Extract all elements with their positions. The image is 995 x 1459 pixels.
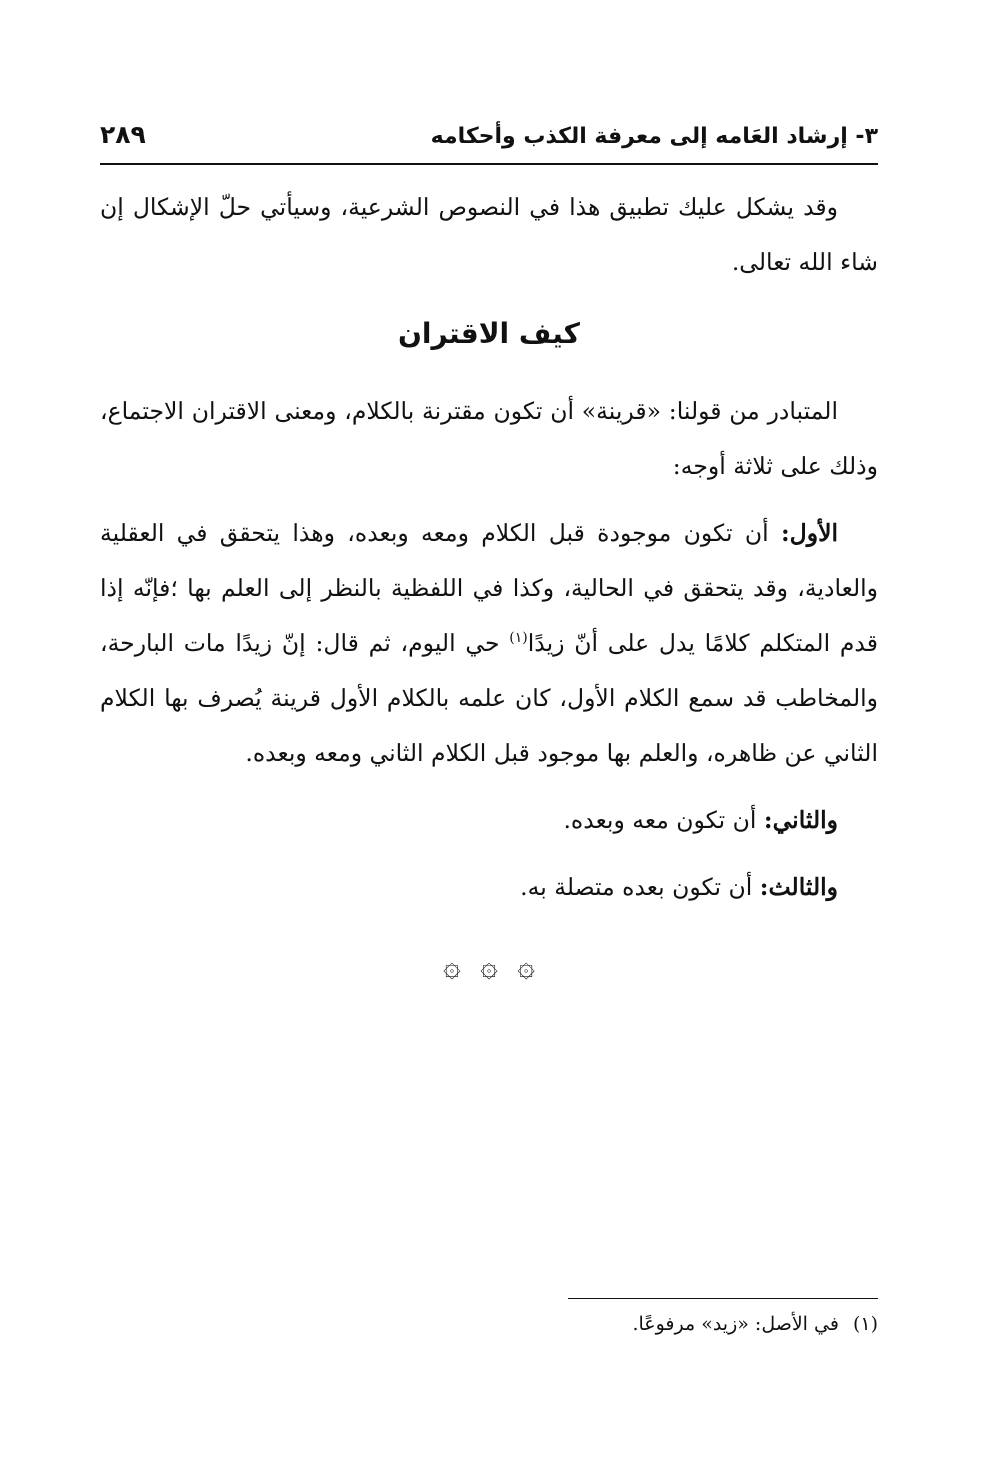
running-title: ٣- إرشاد العَامه إلى معرفة الكذب وأحكامه — [430, 124, 878, 149]
ornament-icon: ۞ — [443, 949, 461, 984]
first-lead: الأول: — [780, 519, 838, 547]
page-number: ٢٨٩ — [100, 120, 146, 149]
body-text — [100, 180, 878, 994]
second-lead: والثاني: — [763, 806, 838, 834]
section-heading: كيف الاقتران — [398, 317, 580, 350]
third-text: أن تكون بعده متصلة به. — [520, 873, 760, 901]
ornament-icon: ۞ — [517, 949, 535, 984]
paragraph-first — [100, 506, 878, 781]
footnote — [632, 1306, 878, 1342]
paragraph-third — [100, 860, 878, 915]
second-text: أن تكون معه وبعده. — [563, 806, 764, 834]
footnote-ref[interactable]: (١) — [509, 630, 528, 647]
ornament-icon: ۞ — [480, 949, 498, 984]
page-header — [100, 118, 878, 168]
paragraph-definition: المتبادر من قولنا: «قرينة» أن تكون مقترنة بالكلام، ومعنى الاقتران الاجتماع، وذلك على ثلاثة أوجه: — [100, 397, 878, 480]
intro-paragraph: وقد يشكل عليك تطبيق هذا في النصوص الشرعية، وسيأتي حلّ الإشكال إن شاء الله تعالى. — [100, 193, 878, 276]
first-text-part2: حي اليوم، ثم قال: إنّ زيدًا مات البارحة، والمخاطب قد سمع الكلام الأول، كان علمه بالكلام الأول قرينة يُصرف بها الكلام الثاني عن ظاهره، والعلم بها موجود قبل الكلام الثاني ومعه وبعده. — [100, 629, 878, 767]
first-text-part1: أن تكون موجودة قبل الكلام ومعه وبعده، وهذا يتحقق في العقلية والعادية، وقد يتحقق في الحالية، وكذا في اللفظية بالنظر إلى العلم بها ؛فإنّه إذا قدم المتكلم كلامًا يدل على أنّ زيدًا — [100, 519, 879, 657]
footnote-rule — [568, 1298, 878, 1299]
paragraph-second — [100, 793, 878, 848]
footnote-number: (١) — [852, 1313, 878, 1335]
section-ornaments — [100, 939, 878, 994]
third-lead: والثالث: — [759, 873, 838, 901]
footnote-text: في الأصل: «زيد» مرفوعًا. — [632, 1313, 839, 1335]
header-rule — [100, 163, 878, 165]
